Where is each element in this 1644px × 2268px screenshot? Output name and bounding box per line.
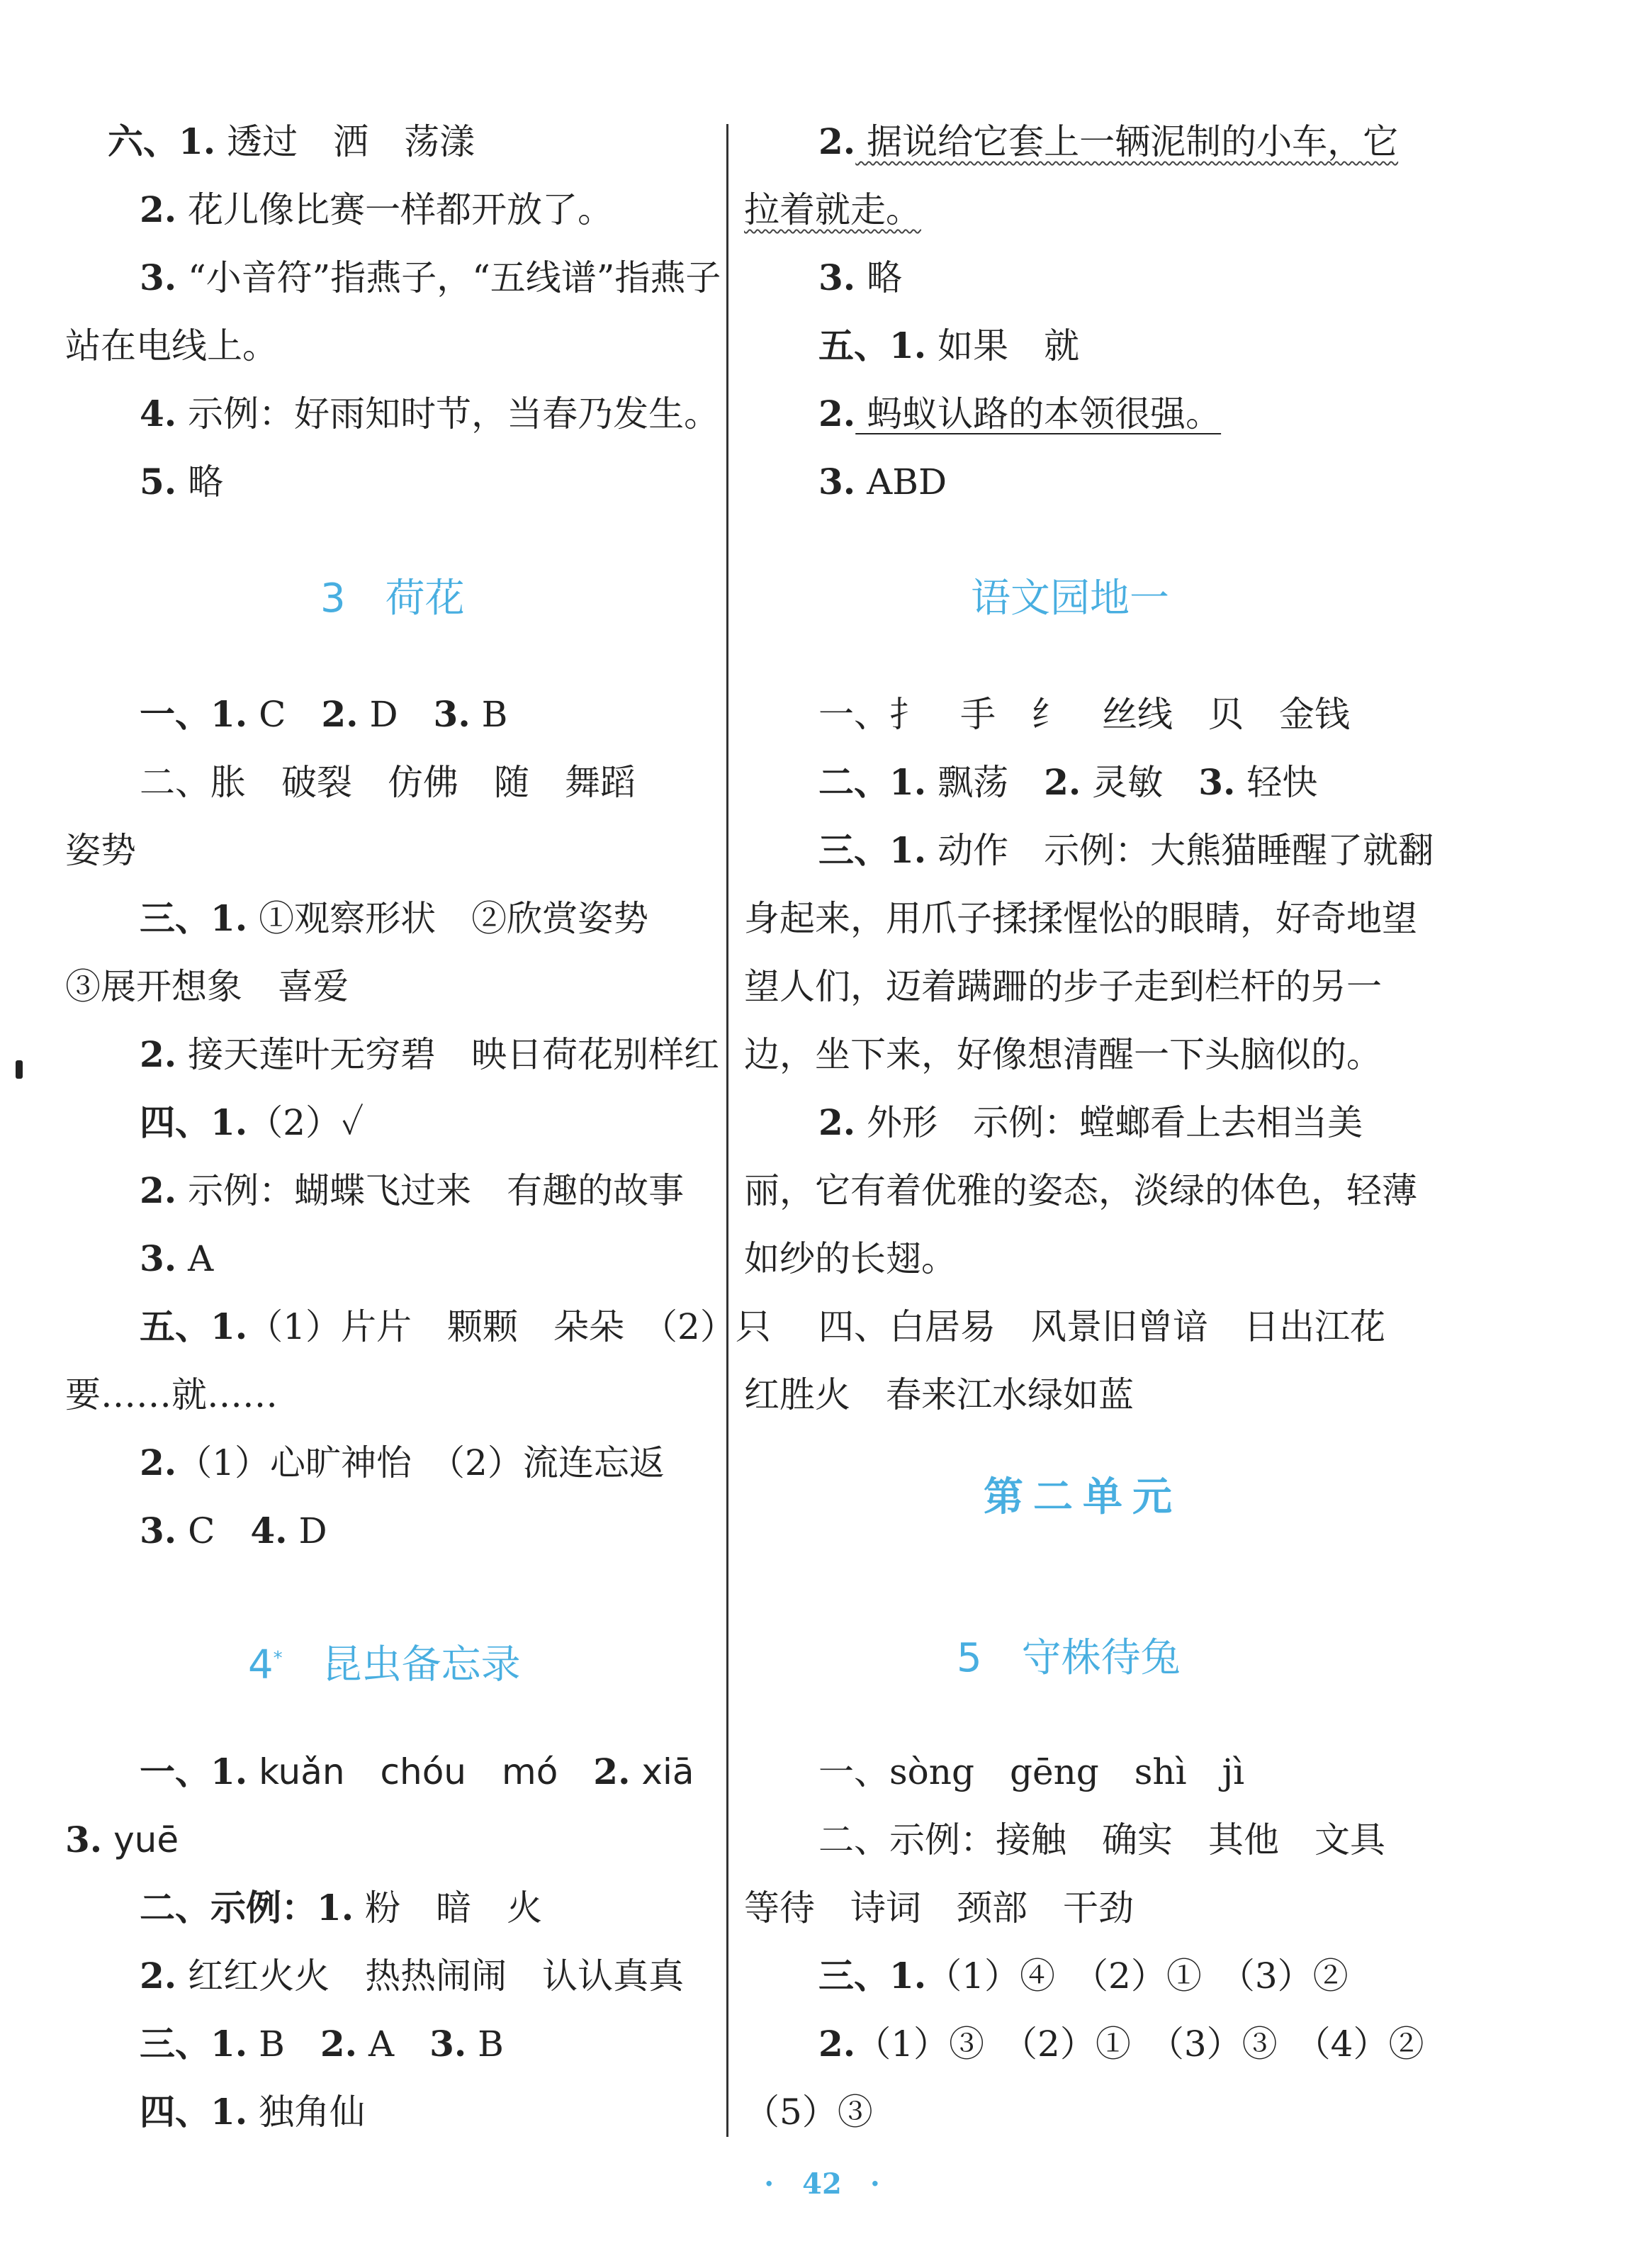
answer-line: 身起来，用爪子揉揉惺忪的眼睛，好奇地望 (744, 898, 1417, 939)
answer-line: 三、1. B 2. A 3. B (140, 2023, 504, 2065)
answer-line: 一、1. kuǎn chóu mó 2. xiā (140, 1751, 694, 1792)
answer-line: 二、示例：接触 确实 其他 文具 (818, 1819, 1385, 1860)
answer-line: 4. 示例：好雨知时节，当春乃发生。 (140, 393, 720, 434)
answer-line: 三、1. ①观察形状 ②欣赏姿势 (140, 897, 649, 939)
answer-line: 2. 据说给它套上一辆泥制的小车，它 (818, 120, 1399, 162)
answer-line: 2.（1）心旷神怡 （2）流连忘返 (140, 1442, 665, 1483)
answer-line: 三、1. 动作 示例：大熊猫睡醒了就翻 (818, 829, 1434, 871)
section-title: 语文园地一 (971, 576, 1169, 622)
margin-mark (16, 1060, 23, 1079)
unit-title: 第二单元 (984, 1474, 1182, 1520)
answer-line: 四、白居易 风景旧曾谙 日出江花 (818, 1306, 1385, 1347)
answer-line: 拉着就走。 (744, 189, 921, 230)
answer-line: 六、1. 透过 洒 荡漾 (108, 120, 475, 162)
answer-line: 望人们，迈着蹒跚的步子走到栏杆的另一 (744, 966, 1382, 1007)
answer-line: 2. 花儿像比赛一样都开放了。 (140, 189, 614, 230)
section-title: 4* 昆虫备忘录 (248, 1641, 521, 1688)
section-title: 3 荷花 (320, 576, 465, 622)
answer-line: 如纱的长翅。 (744, 1238, 957, 1279)
answer-line: ③展开想象 喜爱 (65, 966, 349, 1007)
answer-line: 一、扌 手 纟 丝线 贝 金钱 (818, 694, 1350, 735)
answer-line: 二、示例：1. 粉 暗 火 (140, 1887, 543, 1929)
answer-line: 3. C 4. D (140, 1510, 327, 1551)
answer-line: （5）③ (744, 2092, 873, 2133)
answer-line: 三、1.（1）④ （2）① （3）② (818, 1955, 1349, 1997)
answer-line: 等待 诗词 颈部 干劲 (744, 1887, 1134, 1929)
answer-line: 姿势 (65, 830, 136, 871)
answer-line: 站在电线上。 (65, 325, 278, 366)
answer-line: 二、1. 飘荡 2. 灵敏 3. 轻快 (818, 761, 1318, 803)
section-title: 5 守株待兔 (957, 1635, 1181, 1681)
answer-line: 3. 略 (818, 257, 903, 298)
answer-line: 四、1.（2）✓ (140, 1101, 364, 1143)
answer-line: 一、sòng gēng shì jì (818, 1751, 1245, 1792)
page-number: · 42 · (764, 2167, 880, 2201)
answer-line: 五、1.（1）片片 颗颗 朵朵 （2）只 (140, 1306, 771, 1347)
answer-line: 2. 蚂蚁认路的本领很强。 (818, 393, 1222, 434)
answer-line: 2. 接天莲叶无穷碧 映日荷花别样红 (140, 1033, 720, 1075)
answer-line: 五、1. 如果 就 (818, 325, 1080, 366)
answer-line: 3. “小音符”指燕子，“五线谱”指燕子 (140, 257, 721, 298)
answer-line: 3. ABD (818, 461, 947, 503)
answer-line: 四、1. 独角仙 (140, 2091, 366, 2133)
answer-line: 2. 红红火火 热热闹闹 认认真真 (140, 1955, 685, 1997)
answer-line: 要……就…… (65, 1374, 278, 1415)
answer-line: 边，坐下来，好像想清醒一下头脑似的。 (744, 1034, 1382, 1075)
answer-line: 2.（1）③ （2）① （3）③ （4）② (818, 2023, 1424, 2065)
answer-line: 二、胀 破裂 仿佛 随 舞蹈 (140, 762, 636, 803)
answer-line: 丽，它有着优雅的姿态，淡绿的体色，轻薄 (744, 1170, 1417, 1211)
answer-line: 5. 略 (140, 461, 224, 503)
answer-line: 3. A (140, 1237, 214, 1279)
answer-line: 2. 示例：蝴蝶飞过来 有趣的故事 (140, 1169, 685, 1211)
answer-line: 红胜火 春来江水绿如蓝 (744, 1374, 1134, 1415)
answer-line: 一、1. C 2. D 3. B (140, 693, 508, 735)
column-divider (726, 124, 728, 2137)
answer-line: 2. 外形 示例：螳螂看上去相当美 (818, 1101, 1363, 1143)
answer-line: 3. yuē (65, 1819, 179, 1860)
